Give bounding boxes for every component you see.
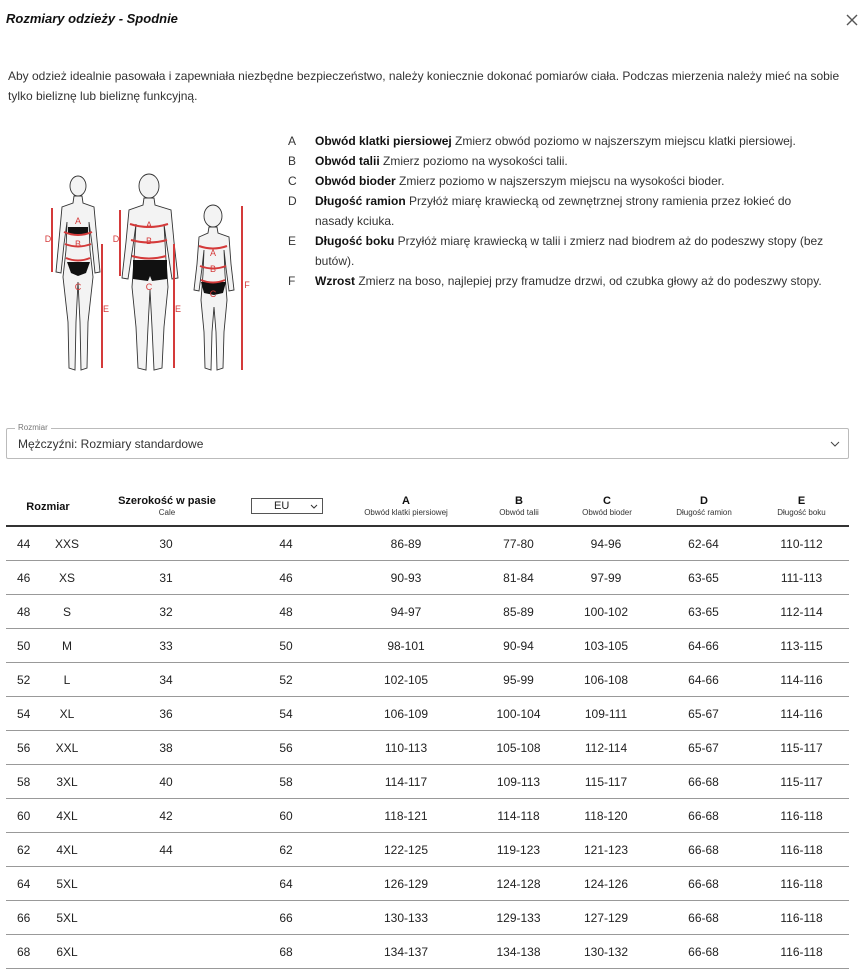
col-header-c: C Obwód bioder — [582, 495, 632, 517]
eu-cell: 60 — [279, 809, 293, 823]
e-cell: 116-118 — [780, 843, 823, 857]
c-cell: 127-129 — [583, 911, 629, 925]
eu-cell: 66 — [279, 911, 293, 925]
dialog-title: Rozmiary odzieży - Spodnie — [6, 11, 178, 26]
figure-letter-c: C — [74, 282, 82, 292]
d-cell: 64-66 — [688, 673, 719, 687]
size-letter-cell: 5XL — [56, 911, 78, 925]
e-cell: 110-112 — [780, 537, 823, 551]
d-cell: 66-68 — [688, 843, 719, 857]
waist-cell: 31 — [159, 571, 173, 585]
legend-desc: Przyłóż miarę krawiecką w talii i zmierz nad biodrem aż do podeszwy stopy (bez butów). — [315, 234, 824, 268]
legend-letter: A — [288, 134, 297, 148]
legend-term: Obwód bioder — [315, 174, 396, 188]
table-row — [6, 901, 849, 935]
e-cell: 116-118 — [780, 911, 823, 925]
eu-cell: 58 — [279, 775, 293, 789]
eu-cell: 50 — [279, 639, 293, 653]
e-cell: 112-114 — [780, 605, 823, 619]
size-letter-cell: XL — [59, 707, 75, 721]
eu-cell: 56 — [279, 741, 293, 755]
measurement-legend — [288, 131, 833, 291]
legend-desc: Przyłóż miarę krawiecką od zewnętrznej strony ramienia przez łokieć do nasady kciuka. — [315, 194, 792, 228]
waist-cell: 40 — [159, 775, 173, 789]
a-cell: 86-89 — [390, 537, 422, 551]
table-row — [6, 833, 849, 867]
legend-item-d — [288, 191, 833, 231]
eu-cell: 46 — [279, 571, 293, 585]
c-cell: 109-111 — [584, 707, 628, 721]
waist-cell: 34 — [159, 673, 173, 687]
a-cell: 134-137 — [383, 945, 429, 959]
b-cell: 114-118 — [497, 809, 540, 823]
a-cell: 90-93 — [390, 571, 422, 585]
d-cell: 63-65 — [688, 605, 719, 619]
eu-cell: 64 — [279, 877, 293, 891]
close-button[interactable] — [842, 10, 862, 30]
table-row — [6, 799, 849, 833]
size-eu-cell: 52 — [17, 673, 31, 687]
size-eu-cell: 54 — [17, 707, 31, 721]
table-row — [6, 935, 849, 969]
waist-cell: 36 — [159, 707, 173, 721]
eu-cell: 44 — [279, 537, 293, 551]
size-eu-cell: 66 — [17, 911, 31, 925]
table-row — [6, 867, 849, 901]
eu-cell: 62 — [279, 843, 293, 857]
d-cell: 64-66 — [688, 639, 719, 653]
figure-letter-d: D — [44, 234, 52, 244]
d-cell: 62-64 — [688, 537, 719, 551]
b-cell: 134-138 — [496, 945, 541, 959]
c-cell: 121-123 — [583, 843, 629, 857]
c-cell: 97-99 — [590, 571, 622, 585]
figure-letter-a-child: A — [209, 248, 217, 258]
size-eu-cell: 62 — [17, 843, 31, 857]
col-header-e: E Długość boku — [777, 495, 826, 517]
c-cell: 118-120 — [584, 809, 628, 823]
c-cell: 112-114 — [584, 741, 628, 755]
b-cell: 119-123 — [496, 843, 541, 857]
b-cell: 109-113 — [496, 775, 541, 789]
size-letter-cell: M — [62, 639, 72, 653]
e-cell: 111-113 — [780, 571, 823, 585]
size-letter-cell: 5XL — [56, 877, 78, 891]
legend-desc: Zmierz poziomo w najszerszym miejscu na wysokości bioder. — [395, 174, 725, 188]
d-cell: 66-68 — [688, 877, 719, 891]
size-letter-cell: XXS — [54, 537, 79, 551]
figure-letter-f: F — [244, 280, 250, 290]
a-cell: 102-105 — [383, 673, 429, 687]
b-cell: 77-80 — [503, 537, 534, 551]
d-cell: 66-68 — [688, 809, 719, 823]
chevron-down-icon — [310, 503, 318, 511]
c-cell: 115-117 — [584, 775, 628, 789]
figure-letter-b-child: B — [209, 264, 217, 274]
figure-letter-e-man: E — [174, 304, 182, 314]
d-cell: 63-65 — [688, 571, 719, 585]
size-letter-cell: 4XL — [56, 809, 78, 823]
waist-cell: 30 — [159, 537, 173, 551]
size-eu-cell: 50 — [17, 639, 31, 653]
legend-term: Obwód talii — [315, 154, 380, 168]
b-cell: 81-84 — [503, 571, 534, 585]
table-row — [6, 731, 849, 765]
size-eu-cell: 46 — [17, 571, 31, 585]
b-cell: 85-89 — [503, 605, 534, 619]
b-cell: 129-133 — [496, 911, 541, 925]
e-cell: 116-118 — [780, 809, 823, 823]
legend-desc: Zmierz na boso, najlepiej przy framudze drzwi, od czubka głowy aż do podeszwy stopy. — [355, 274, 822, 288]
eu-cell: 54 — [279, 707, 293, 721]
size-letter-cell: 4XL — [56, 843, 78, 857]
table-row — [6, 527, 849, 561]
legend-term: Obwód klatki piersiowej — [315, 134, 452, 148]
intro-text: Aby odzież idealnie pasowała i zapewniała niezbędne bezpieczeństwo, należy koniecznie dokonać pomiarów ciała. Podczas mierzenia należy mieć na sobie tylko bieliznę lub bieliznę funkcyjną. — [8, 69, 840, 103]
legend-item-f — [288, 271, 833, 291]
d-cell: 66-68 — [688, 945, 719, 959]
waist-cell: 32 — [159, 605, 173, 619]
c-cell: 100-102 — [583, 605, 629, 619]
size-letter-cell: 6XL — [56, 945, 78, 959]
eu-size-select[interactable] — [251, 498, 323, 514]
b-cell: 124-128 — [496, 877, 541, 891]
figure-letter-e: E — [102, 304, 110, 314]
table-row — [6, 663, 849, 697]
table-row — [6, 765, 849, 799]
body-measurement-figure — [40, 172, 256, 378]
c-cell: 94-96 — [590, 537, 622, 551]
b-cell: 95-99 — [503, 673, 534, 687]
c-cell: 106-108 — [583, 673, 629, 687]
table-row — [6, 629, 849, 663]
waist-cell: 33 — [159, 639, 173, 653]
legend-letter: C — [288, 174, 297, 188]
legend-item-a — [288, 131, 833, 151]
size-eu-cell: 56 — [17, 741, 31, 755]
a-cell: 110-113 — [384, 741, 428, 755]
figure-letter-a-man: A — [145, 220, 153, 230]
legend-letter: E — [288, 234, 297, 248]
legend-letter: B — [288, 154, 297, 168]
b-cell: 90-94 — [503, 639, 534, 653]
b-cell: 105-108 — [496, 741, 541, 755]
figure-letter-a: A — [74, 216, 82, 226]
waist-cell: 42 — [159, 809, 173, 823]
table-row — [6, 697, 849, 731]
size-table-body — [6, 527, 849, 969]
size-letter-cell: XXL — [55, 741, 79, 755]
e-cell: 114-116 — [780, 707, 823, 721]
waist-cell: 44 — [159, 843, 173, 857]
figure-letter-c-man: C — [145, 282, 153, 292]
size-eu-cell: 60 — [17, 809, 31, 823]
size-letter-cell: S — [62, 605, 71, 619]
waist-cell: 38 — [159, 741, 173, 755]
e-cell: 116-118 — [780, 945, 823, 959]
size-category-label: Rozmiar — [15, 423, 51, 432]
legend-term: Długość boku — [315, 234, 395, 248]
a-cell: 130-133 — [383, 911, 429, 925]
e-cell: 116-118 — [780, 877, 823, 891]
eu-size-value: EU — [274, 500, 290, 512]
size-category-value: Mężczyźni: Rozmiary standardowe — [18, 437, 204, 451]
table-row — [6, 595, 849, 629]
a-cell: 126-129 — [383, 877, 429, 891]
size-eu-cell: 64 — [17, 877, 31, 891]
e-cell: 115-117 — [780, 741, 823, 755]
a-cell: 114-117 — [384, 775, 428, 789]
figure-letter-c-child: C — [209, 289, 217, 299]
c-cell: 130-132 — [583, 945, 629, 959]
b-cell: 100-104 — [496, 707, 541, 721]
close-icon — [842, 10, 862, 30]
size-eu-cell: 68 — [17, 945, 31, 959]
a-cell: 118-121 — [384, 809, 428, 823]
col-header-waist: Szerokość w pasie Cale — [118, 495, 216, 517]
e-cell: 115-117 — [780, 775, 823, 789]
c-cell: 103-105 — [583, 639, 629, 653]
figure-letter-b-man: B — [145, 236, 153, 246]
legend-letter: D — [288, 194, 297, 208]
legend-term: Długość ramion — [315, 194, 406, 208]
chevron-down-icon — [830, 439, 840, 449]
size-letter-cell: XS — [58, 571, 75, 585]
a-cell: 94-97 — [390, 605, 422, 619]
legend-item-c — [288, 171, 833, 191]
legend-item-e — [288, 231, 833, 271]
a-cell: 122-125 — [383, 843, 429, 857]
col-header-b: B Obwód talii — [499, 495, 539, 517]
table-row — [6, 561, 849, 595]
a-cell: 106-109 — [383, 707, 429, 721]
d-cell: 66-68 — [688, 911, 719, 925]
size-eu-cell: 44 — [17, 537, 31, 551]
size-eu-cell: 58 — [17, 775, 31, 789]
e-cell: 114-116 — [780, 673, 823, 687]
col-header-size: Rozmiar — [26, 501, 70, 513]
d-cell: 65-67 — [688, 741, 719, 755]
size-category-select[interactable] — [6, 423, 849, 459]
col-header-a: A Obwód klatki piersiowej — [364, 495, 448, 517]
c-cell: 124-126 — [583, 877, 629, 891]
d-cell: 65-67 — [688, 707, 719, 721]
size-letter-cell: 3XL — [56, 775, 78, 789]
size-eu-cell: 48 — [17, 605, 31, 619]
eu-cell: 68 — [279, 945, 293, 959]
legend-desc: Zmierz poziomo na wysokości talii. — [379, 154, 568, 168]
e-cell: 113-115 — [780, 639, 823, 653]
d-cell: 66-68 — [688, 775, 719, 789]
legend-letter: F — [288, 274, 296, 288]
legend-desc: Zmierz obwód poziomo w najszerszym miejscu klatki piersiowej. — [451, 134, 796, 148]
size-letter-cell: L — [63, 673, 71, 687]
legend-item-b — [288, 151, 833, 171]
col-header-d: D Długość ramion — [676, 495, 732, 517]
a-cell: 98-101 — [387, 639, 425, 653]
legend-term: Wzrost — [315, 274, 355, 288]
figure-letter-d-man: D — [112, 234, 120, 244]
figure-letter-b: B — [74, 239, 82, 249]
size-table-header — [6, 489, 849, 527]
eu-cell: 48 — [279, 605, 293, 619]
eu-cell: 52 — [279, 673, 293, 687]
